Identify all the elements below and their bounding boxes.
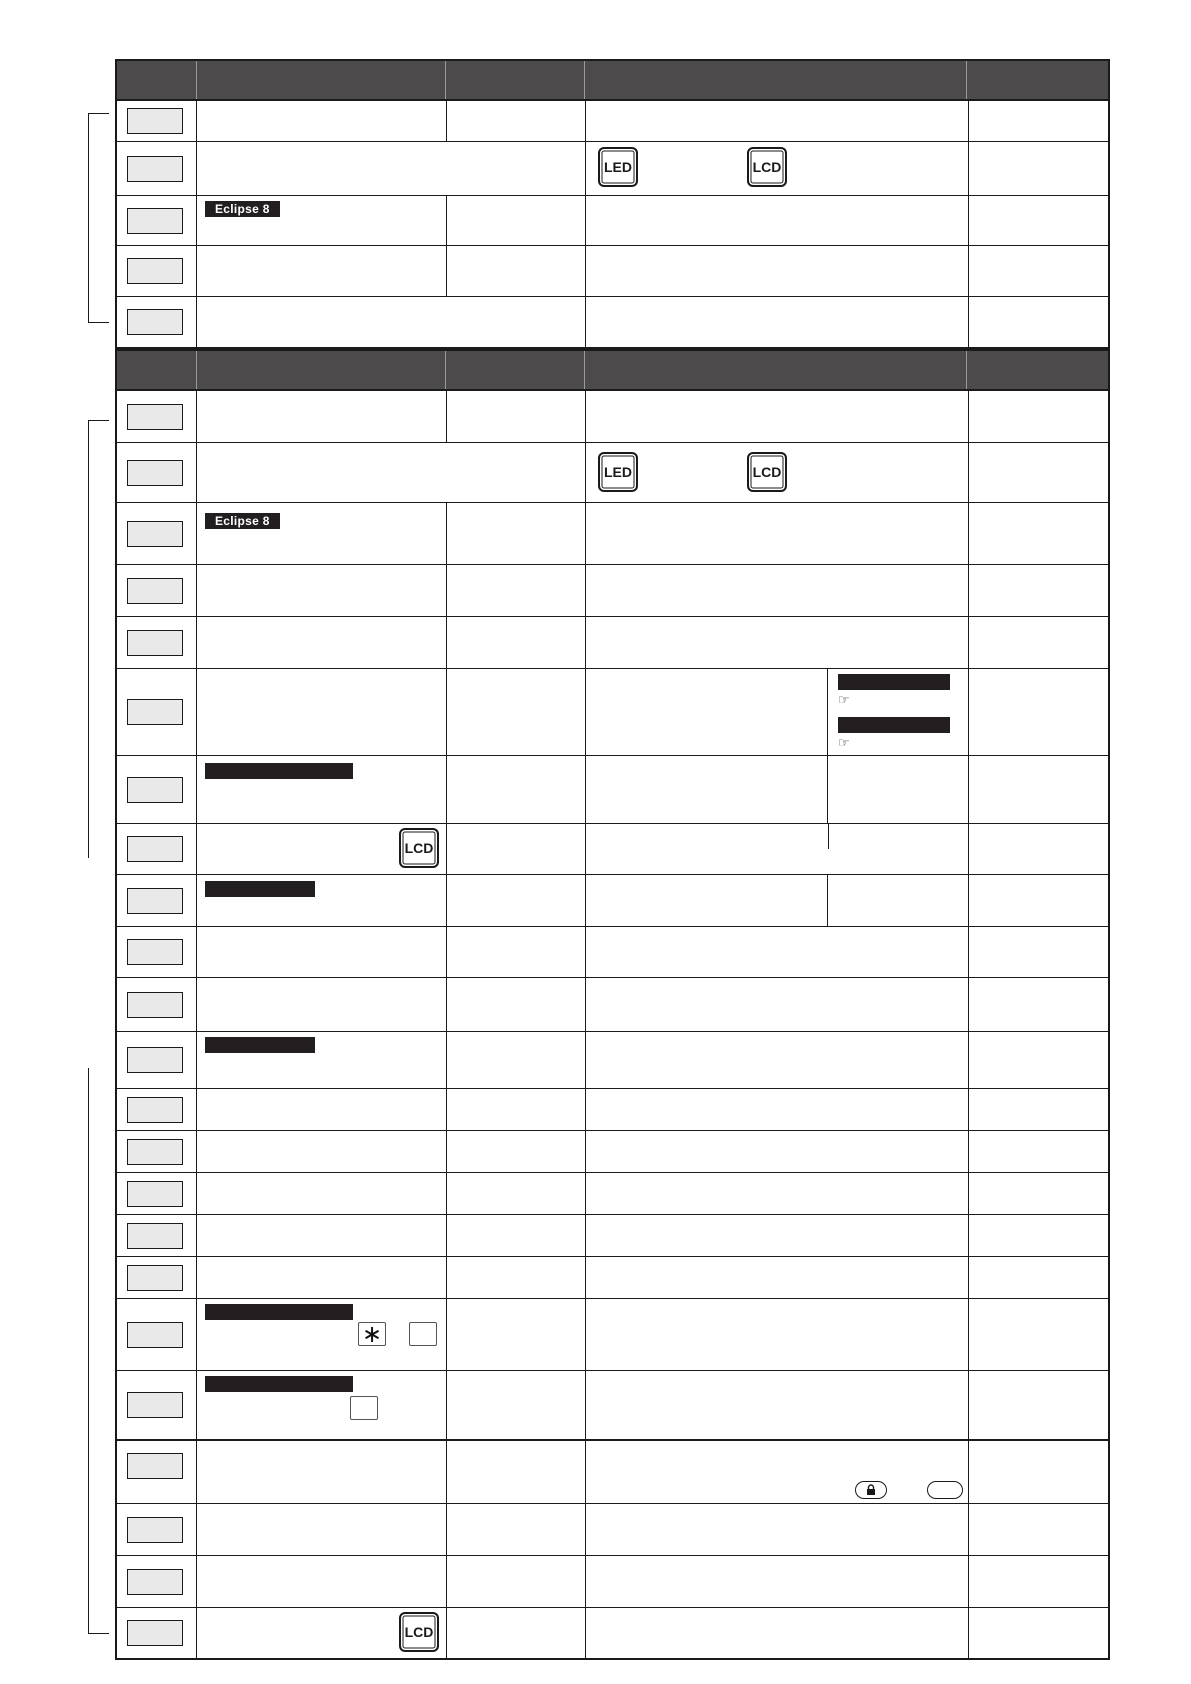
table-row	[117, 565, 1108, 617]
table-row	[117, 1131, 1108, 1173]
table-row	[117, 1608, 1108, 1658]
table-row	[117, 824, 1108, 875]
table-row	[117, 1257, 1108, 1299]
table-row	[117, 503, 1108, 565]
section-bracket-1	[88, 113, 89, 323]
lcd-keypad-icon: LCD	[399, 1612, 439, 1652]
option-code-input[interactable]	[127, 1097, 183, 1123]
option-code-input[interactable]	[127, 1181, 183, 1207]
heading-bar	[205, 763, 353, 779]
option-code-input[interactable]	[127, 939, 183, 965]
option-code-input[interactable]	[127, 404, 183, 430]
option-code-input[interactable]	[127, 1223, 183, 1249]
table-row	[117, 101, 1108, 142]
option-code-input[interactable]	[127, 578, 183, 604]
table-row	[117, 1032, 1108, 1089]
option-code-input[interactable]	[127, 992, 183, 1018]
blank-key-button[interactable]	[409, 1322, 437, 1346]
table-row	[117, 1441, 1108, 1504]
table-row	[117, 196, 1108, 246]
option-code-input[interactable]	[127, 630, 183, 656]
option-code-input[interactable]	[127, 156, 183, 182]
section-bracket-3	[88, 1068, 89, 1634]
option-code-input[interactable]	[127, 1453, 183, 1479]
option-table-1	[115, 59, 1110, 349]
table-row	[117, 1504, 1108, 1556]
table-row	[117, 142, 1108, 196]
led-keypad-icon: LED	[598, 452, 638, 492]
option-code-input[interactable]	[127, 460, 183, 486]
blank-key-icon	[927, 1481, 963, 1499]
option-code-input[interactable]	[127, 1517, 183, 1543]
table-row	[117, 1173, 1108, 1215]
table-row	[117, 1299, 1108, 1371]
note-bar	[838, 717, 950, 733]
table-row	[117, 669, 1108, 756]
table-header	[117, 61, 1108, 101]
table-row	[117, 297, 1108, 347]
option-code-input[interactable]	[127, 1139, 183, 1165]
option-code-input[interactable]	[127, 836, 183, 862]
section-bracket-2	[88, 420, 89, 858]
option-code-input[interactable]	[127, 1047, 183, 1073]
lcd-keypad-icon: LCD	[399, 828, 439, 868]
lcd-keypad-icon: LCD	[747, 452, 787, 492]
column-divider	[828, 824, 829, 849]
option-table-2	[115, 349, 1110, 1660]
heading-bar	[205, 1376, 353, 1392]
table-row	[117, 1089, 1108, 1131]
option-code-input[interactable]	[127, 1392, 183, 1418]
led-keypad-icon: LED	[598, 147, 638, 187]
table-row	[117, 1215, 1108, 1257]
table-row	[117, 391, 1108, 443]
table-row	[117, 1371, 1108, 1441]
option-code-input[interactable]	[127, 208, 183, 234]
option-code-input[interactable]	[127, 699, 183, 725]
option-code-input[interactable]	[127, 1322, 183, 1348]
table-header	[117, 351, 1108, 391]
heading-bar	[205, 1037, 315, 1053]
eclipse-model-tag: Eclipse 8	[205, 513, 280, 529]
star-key-button[interactable]: ∗	[358, 1322, 386, 1346]
option-code-input[interactable]	[127, 1265, 183, 1291]
option-code-input[interactable]	[127, 309, 183, 335]
table-row	[117, 1556, 1108, 1608]
table-row	[117, 978, 1108, 1032]
table-row	[117, 927, 1108, 978]
pointer-hand-icon: ☞	[838, 692, 850, 707]
option-code-input[interactable]	[127, 777, 183, 803]
blank-key-button[interactable]	[350, 1396, 378, 1420]
table-row	[117, 246, 1108, 297]
option-code-input[interactable]	[127, 258, 183, 284]
table-row	[117, 617, 1108, 669]
note-bar	[838, 674, 950, 690]
heading-bar	[205, 1304, 353, 1320]
table-row	[117, 875, 1108, 927]
option-code-input[interactable]	[127, 888, 183, 914]
option-code-input[interactable]	[127, 108, 183, 134]
option-code-input[interactable]	[127, 1569, 183, 1595]
table-row	[117, 443, 1108, 503]
option-code-input[interactable]	[127, 1620, 183, 1646]
pointer-hand-icon: ☞	[838, 735, 850, 750]
heading-bar	[205, 881, 315, 897]
lcd-keypad-icon: LCD	[747, 147, 787, 187]
table-row	[117, 756, 1108, 824]
lock-icon	[855, 1481, 887, 1499]
option-code-input[interactable]	[127, 521, 183, 547]
eclipse-model-tag: Eclipse 8	[205, 201, 280, 217]
